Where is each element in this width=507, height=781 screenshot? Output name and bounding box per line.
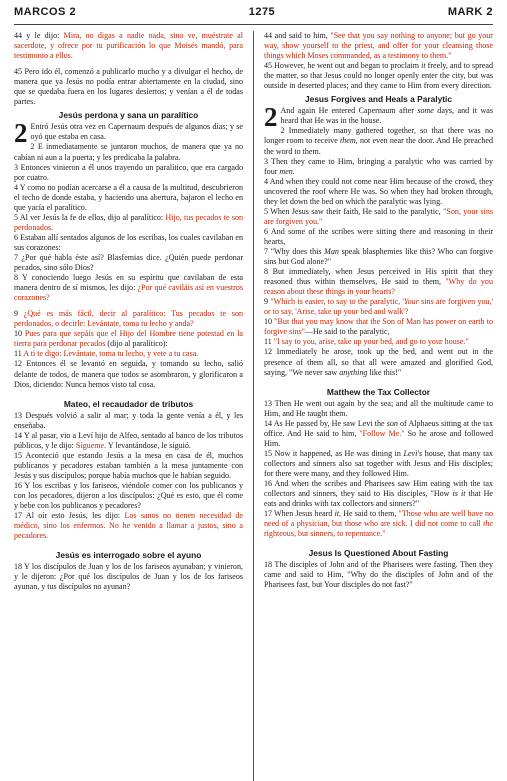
verse-2-16 (264, 479, 493, 509)
verse-2-6 (14, 233, 243, 253)
verse-44 (14, 31, 243, 61)
text-segment: A ti te digo: Levántate, toma tu lecho, y vete a tu casa. (23, 349, 199, 359)
text-segment: the (483, 519, 493, 529)
text-segment: 18 Y los discípulos de Juan y los de los fariseos ayunaban; y vinieron, y le dijeron: ¿Por qué los discípulos de Juan y los de los fariseos ayunan, y tus discípulos no ayunan? (14, 562, 243, 592)
text-segment: Your (403, 297, 419, 307)
verse-2-3 (14, 163, 243, 183)
header-right: MARK 2 (447, 6, 493, 18)
section-heading: Jesus Is Questioned About Fasting (308, 548, 449, 559)
verse-2-2 (14, 142, 243, 162)
text-segment: Entró Jesús otra vez en Capernaum después de algunos días; y se oyó que estaba en casa. (30, 122, 243, 142)
section-heading: Jesús es interrogado sobre el ayuno (55, 550, 202, 561)
verse-2-3 (264, 157, 493, 177)
text-segment: And again He entered Capernaum after (280, 106, 418, 116)
text-segment: 6 Estaban allí sentados algunos de los escribas, los cuales cavilaban en sus corazones: (14, 232, 243, 252)
verse-2-12 (14, 359, 243, 389)
text-segment: sins are forgiven you,' or to say, 'Arise, take up your bed and walk'? (264, 297, 493, 317)
spanish-column (14, 31, 243, 592)
text-segment: 7 "Why does this (264, 246, 325, 256)
text-segment: son (386, 418, 398, 428)
text-segment: righteous, but sinners, to repentance." (264, 529, 386, 539)
verse-2-9 (14, 309, 243, 329)
text-segment: 10 (14, 329, 25, 339)
text-segment: Hijo, tus pecados te son perdonados. (14, 212, 243, 232)
text-segment: Los sanos no tienen necesidad de médico, sino los enfermos. No he venido a llamar a justos, sino a pecadores. (14, 511, 244, 541)
verse-2-10 (14, 329, 243, 349)
text-segment: 14 As He passed by, He saw Levi the (264, 418, 387, 428)
text-segment: 4 Y como no podían acercarse a él a causa de la multitud, descubrieron el techo de donde estaba, y haciendo una abertura, bajaron el lecho en que yacía el paralítico. (14, 182, 243, 212)
verse-2-8 (14, 273, 243, 303)
text-segment: men. (279, 166, 295, 176)
verse-2-11 (264, 337, 493, 347)
text-segment: "See that you say nothing to anyone; but go your way, show yourself to the priest, and offer for your cleansing those things which Moses commanded, as a testimony to them." (264, 31, 493, 61)
verse-2-13 (264, 399, 493, 419)
text-segment: of Alphaeus sitting at the tax office. And He said to him, (264, 418, 494, 438)
verse-2-6 (264, 227, 493, 247)
text-segment: Levi's (403, 448, 423, 458)
text-segment: 15 Now it happened, as He was dining in (264, 448, 404, 458)
section-heading: Jesús perdona y sana un paralítico (58, 110, 199, 121)
text-segment: He said to them, (341, 509, 399, 519)
text-segment: Pues para que sepáis que el Hijo del Hombre tiene potestad en la tierra para perdonar pecados (14, 329, 244, 349)
text-segment: Sígueme. (75, 440, 107, 450)
verse-2-18 (264, 560, 493, 590)
verse-2-17 (14, 511, 243, 541)
text-segment: 3 Then they came to Him, bringing a paralytic who was carried by four (264, 156, 493, 176)
verse-2-16 (14, 481, 243, 511)
chapter-number: 2 (264, 102, 278, 133)
text-segment: Mira, no digas a nadie nada, sino ve, muéstrate al sacerdote, y ofrece por tu purificación lo que Moisés mandó, para testimonio a ellos. (14, 31, 243, 61)
verse-text (281, 106, 494, 125)
verse-2-14 (14, 431, 243, 451)
text-segment: 10 (264, 317, 275, 327)
text-segment: So he arose and followed Him. (264, 428, 494, 448)
text-segment: 12 Immediately he arose, took up the bed, and went out in the presence of them all, so that all were amazed and glorified God, saying, "We never saw (264, 347, 493, 377)
section-heading: Mateo, el recaudador de tributos (63, 398, 194, 409)
text-segment: 16 And when the scribes and Pharisees saw Him eating with the tax collectors and sinners, they said to His disciples, "How (264, 479, 493, 499)
header-left: MARCOS 2 (14, 6, 77, 18)
text-segment: house, that many tax collectors and sinners also sat together with Jesus and His disciples; for there were many, and they followed Him. (264, 448, 494, 478)
verse-44 (264, 31, 493, 61)
verse-2-18 (14, 562, 243, 592)
verse-2-8 (264, 267, 493, 297)
section-heading: Jesus Forgives and Heals a Paralytic (304, 94, 453, 105)
verse-2-14 (264, 419, 493, 449)
text-segment: "Those who are well have no need of a physician, but those who are sick. I did not come to call (264, 509, 494, 529)
verse-2-4 (264, 177, 493, 207)
text-segment: 12 Entonces él se levantó en seguida, y tomando su lecho, salió delante de todos, de manera que todos se asombraron, y glorificaron a Dios, diciendo: Nunca hemos visto tal cosa. (14, 359, 243, 389)
text-segment: 13 Después volvió a salir al mar; y toda la gente venía a él, y les enseñaba. (14, 410, 243, 430)
text-segment: "I say to you, arise, take up your bed, and go to your house." (273, 337, 469, 347)
verse-2-1 (14, 118, 243, 149)
text-segment: —He said to the paralytic, (304, 327, 390, 337)
text-segment: "Follow Me." (359, 428, 405, 438)
text-segment: ¿Qué es más fácil, decir al paralítico: Tus pecados te son perdonados, o decirle: Levántate, toma tu lecho y anda? (14, 309, 243, 329)
text-segment: 13 Then He went out again by the sea; and all the multitude came to Him, and He taught them. (264, 398, 493, 418)
verse-2-17 (264, 509, 493, 539)
page-number: 1275 (248, 6, 276, 18)
chapter-number: 2 (14, 118, 28, 149)
text-segment: 3 Entonces vinieron a él unos trayendo un paralítico, que era cargado por cuatro. (14, 162, 243, 182)
text-segment: "Why do you reason about these things in your hearts? (264, 277, 493, 297)
verse-2-15 (264, 449, 493, 479)
verse-2-2 (264, 126, 493, 156)
text-segment: 9 (264, 297, 271, 307)
verse-2-9 (264, 297, 493, 317)
verse-text (31, 122, 244, 141)
text-segment: 5 When Jesus saw their faith, He said to the paralytic, (264, 206, 444, 216)
text-segment: "Which is easier, to say to the paralytic, ' (270, 297, 404, 307)
text-segment: "But that you may know that the Son of Man has power on earth to forgive sins" (264, 317, 494, 337)
verse-2-11 (14, 349, 243, 359)
text-segment: Man (324, 246, 339, 256)
text-segment: 17 When Jesus heard (264, 509, 335, 519)
text-segment: 2 E inmediatamente se juntaron muchos, de manera que ya no cabían ni aun a la puerta; y les predicaba la palabra. (14, 142, 243, 162)
verse-2-5 (264, 207, 493, 227)
text-segment: "Son, your sins are forgiven you." (264, 206, 493, 226)
english-column (264, 31, 493, 592)
section-heading: Matthew the Tax Collector (326, 386, 431, 397)
text-segment: days, and it was heard that He was in the house. (280, 106, 493, 126)
text-segment: 7 ¿Por qué habla éste así? Blasfemias dice. ¿Quién puede perdonar pecados, sino sólo Dios? (14, 252, 243, 273)
text-segment: Y levantándose, le siguió. (106, 440, 191, 450)
text-segment: 5 Al ver Jesús la fe de ellos, dijo al paralítico: (14, 212, 166, 222)
verse-45 (14, 67, 243, 107)
verse-2-1 (264, 102, 493, 133)
text-segment: like this!" (367, 367, 402, 377)
text-segment: 9 (14, 309, 24, 319)
verse-2-7 (14, 253, 243, 273)
columns (14, 31, 493, 592)
text-segment: not even near the door. And He preached the word to them. (264, 136, 493, 156)
text-segment: 2 Immediately many gathered together, so that there was no longer room to receive (264, 126, 493, 146)
text-segment: anything (339, 367, 368, 377)
text-segment: 44 y le dijo: (14, 31, 64, 40)
text-segment: ¿Por qué caviláis así en vuestros corazones? (14, 283, 243, 303)
text-segment: 18 The disciples of John and of the Pharisees were fasting. Then they came and said to Him, "Why do the disciples of John and of the Pharisees fast, but Your disciples do not fast?" (264, 560, 493, 590)
text-segment: 45 However, he went out and began to proclaim (264, 61, 422, 71)
column-divider (253, 31, 254, 781)
text-segment: 16 Y los escribas y los fariseos, viéndole comer con los publicanos y con los pecadores, dijeron a los discípulos: ¿Qué es esto, que él come y bebe con los publicanos y pecadores? (14, 480, 243, 511)
verse-2-4 (14, 183, 243, 213)
verse-2-13 (14, 411, 243, 431)
verse-2-10 (264, 317, 493, 337)
text-segment: 45 Pero ido él, comenzó a publicarlo mucho y a divulgar el hecho, de manera que ya Jesús no podía entrar abiertamente en la ciudad, sino que se quedaba fuera en los lugares desiertos; y venían a él de todas partes. (14, 67, 243, 107)
text-segment: that He eats and drinks with tax collectors and sinners?" (264, 489, 494, 509)
text-segment: 11 (264, 337, 274, 347)
text-segment: speak blasphemies like this? Who can forgive sins but God alone?" (264, 246, 494, 267)
text-segment: (dijo al paralítico): (105, 339, 168, 349)
page-header (14, 0, 493, 25)
text-segment: 8 Y conociendo luego Jesús en su espíritu que cavilaban de esta manera dentro de sí mismos, les dijo: (14, 273, 243, 293)
text-segment: 4 And when they could not come near Him because of the crowd, they uncovered the roof where He was. So when they had broken through, they let down the bed on which the paralytic was lying. (264, 176, 493, 206)
text-segment: 15 Aconteció que estando Jesús a la mesa en casa de él, muchos publicanos y pecadores estaban también a la mesa juntamente con Jesús y sus discípulos; porque había muchos que le habían seguido. (14, 450, 243, 480)
text-segment: 14 Y al pasar, vio a Leví hijo de Alfeo, sentado al banco de los tributos públicos, y le dijo: (14, 430, 243, 450)
text-segment: 6 And some of the scribes were sitting there and reasoning in their hearts, (264, 226, 493, 246)
text-segment: it (421, 61, 426, 71)
text-segment: 17 Al oír esto Jesús, les dijo: (14, 511, 125, 521)
text-segment: is it (452, 489, 466, 499)
verse-2-12 (264, 347, 493, 377)
text-segment: 11 (14, 349, 24, 359)
verse-2-15 (14, 451, 243, 481)
verse-45 (264, 61, 493, 91)
text-segment: some (417, 106, 434, 116)
text-segment: 8 But immediately, when Jesus perceived in His spirit that they reasoned thus within themselves, He said to them, (264, 267, 493, 287)
verse-2-5 (14, 213, 243, 233)
text-segment: 44 and said to him, (264, 31, 331, 40)
text-segment: it, (334, 509, 342, 519)
verse-2-7 (264, 247, 493, 267)
text-segment: freely, and to spread the matter, so that Jesus could no longer openly enter the city, but was outside in deserted places; and they came to Him from every direction. (264, 61, 493, 91)
text-segment: them, (340, 136, 358, 146)
